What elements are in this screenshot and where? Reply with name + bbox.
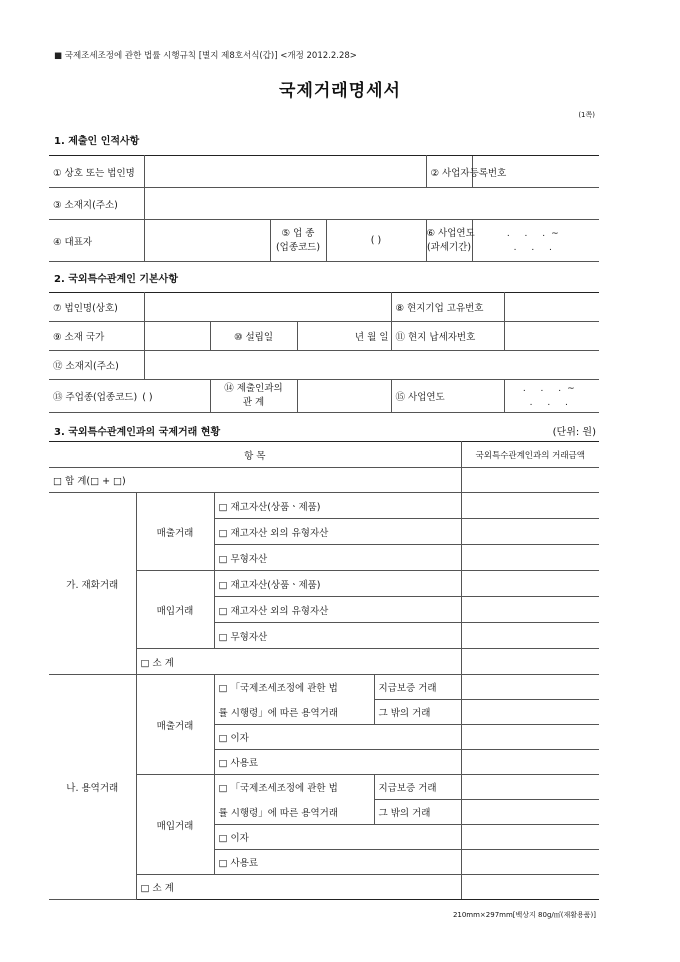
industry-code-field[interactable]: ( ) (326, 220, 426, 262)
goods-sales-tangible-amount[interactable] (461, 519, 599, 545)
goods-purchase-inventory-amount[interactable] (461, 571, 599, 597)
paper-spec-footer: 210mm×297mm[백상지 80g/㎡(재활용품)] (452, 911, 596, 919)
representative-field[interactable] (144, 220, 270, 262)
relation-field[interactable] (297, 380, 391, 413)
company-name-label: ① 상호 또는 법인명 (49, 156, 144, 188)
address2-field[interactable] (144, 351, 599, 380)
industry-label: ⑤ 업 종 (281, 227, 315, 239)
address-label: ③ 소재지(주소) (49, 188, 144, 220)
services-label: 나. 용역거래 (49, 675, 136, 900)
goods-sales-label: 매출거래 (136, 493, 214, 571)
fiscal-year2-field[interactable] (504, 380, 599, 413)
services-purchase-label: 매입거래 (136, 775, 214, 875)
services-subtotal-label: □ 소 계 (136, 875, 461, 900)
section3-title: 3. 국외특수관계인과의 국제거래 현황 (54, 427, 221, 438)
total-label: □ 합 계(□ + □) (49, 468, 461, 493)
fiscal-year2-label: ⑮ 사업연도 (391, 380, 504, 413)
goods-purchase-inventory: □ 재고자산(상품ㆍ제품) (214, 571, 461, 597)
goods-purchase-label: 매입거래 (136, 571, 214, 649)
services-purchase-interest-amount[interactable] (461, 825, 599, 850)
services-sales-royalty: □ 사용료 (214, 750, 461, 775)
services-purchase-guarantee: 지급보증 거래 (374, 775, 461, 800)
services-purchase-royalty: □ 사용료 (214, 850, 461, 875)
services-sales-guarantee: 지급보증 거래 (374, 675, 461, 700)
address2-label: ⑫ 소재지(주소) (49, 351, 144, 380)
local-id-field[interactable] (504, 293, 599, 322)
local-tax-no-field[interactable] (504, 322, 599, 351)
country-label: ⑨ 소재 국가 (49, 322, 144, 351)
section2-title: 2. 국외특수관계인 기본사항 (54, 274, 178, 285)
services-purchase-svc-line2: 률 시행령」에 따른 용역거래 (214, 800, 374, 825)
fiscal-year-label: ⑥ 사업연도 (426, 227, 475, 239)
page-indicator: (1쪽) (578, 111, 595, 119)
services-sales-guarantee-amount[interactable] (461, 675, 599, 700)
representative-label: ④ 대표자 (49, 220, 144, 262)
tax-period-label: (과세기간) (426, 241, 472, 253)
goods-label: 가. 재화거래 (49, 493, 136, 675)
page-title: 국제거래명세서 (279, 81, 401, 101)
fiscal-year-end: . . . (513, 242, 558, 253)
address-field[interactable] (144, 188, 599, 220)
services-purchase-other: 그 밖의 거래 (374, 800, 461, 825)
goods-purchase-tangible-amount[interactable] (461, 597, 599, 623)
country-field[interactable] (144, 322, 210, 351)
services-sales-svc-line1: □ 「국제조세조정에 관한 법 (214, 675, 374, 700)
goods-subtotal-label: □ 소 계 (136, 649, 461, 675)
fiscal-year-field[interactable] (472, 220, 599, 262)
corp-name-field[interactable] (144, 293, 391, 322)
total-amount-field[interactable] (461, 468, 599, 493)
section2-table (49, 292, 599, 413)
services-purchase-svc-line1: □ 「국제조세조정에 관한 법 (214, 775, 374, 800)
main-industry-code-field[interactable]: ( ) (142, 392, 153, 403)
services-sales-royalty-amount[interactable] (461, 750, 599, 775)
relation-label-2: 관 계 (242, 397, 265, 408)
goods-purchase-tangible: □ 재고자산 외의 유형자산 (214, 597, 461, 623)
services-sales-label: 매출거래 (136, 675, 214, 775)
goods-sales-intangible-amount[interactable] (461, 545, 599, 571)
local-id-label: ⑧ 현지기업 고유번호 (391, 293, 504, 322)
services-purchase-interest: □ 이자 (214, 825, 461, 850)
unit-label: (단위: 원) (552, 427, 596, 438)
services-sales-svc-line2: 률 시행령」에 따른 용역거래 (214, 700, 374, 725)
fiscal-year2-end: . . . (529, 398, 574, 408)
local-tax-no-label: ⑪ 현지 납세자번호 (391, 322, 504, 351)
goods-subtotal-amount[interactable] (461, 649, 599, 675)
col-item-header: 항 목 (49, 442, 461, 468)
goods-sales-inventory: □ 재고자산(상품ㆍ제품) (214, 493, 461, 519)
goods-purchase-intangible-amount[interactable] (461, 623, 599, 649)
goods-purchase-intangible: □ 무형자산 (214, 623, 461, 649)
form-reference: ■ 국제조세조정에 관한 법률 시행규칙 [별지 제8호서식(갑)] <개정 2012.2.28> (54, 51, 357, 61)
services-sales-other: 그 밖의 거래 (374, 700, 461, 725)
section1-title: 1. 제출인 인적사항 (54, 136, 140, 147)
established-field[interactable]: 년 월 일 (297, 322, 391, 351)
services-sales-other-amount[interactable] (461, 700, 599, 725)
biz-reg-no-label: ② 사업자등록번호 (426, 156, 472, 188)
services-sales-interest: □ 이자 (214, 725, 461, 750)
services-purchase-other-amount[interactable] (461, 800, 599, 825)
established-label: ⑩ 설립일 (210, 322, 297, 351)
services-purchase-guarantee-amount[interactable] (461, 775, 599, 800)
services-sales-interest-amount[interactable] (461, 725, 599, 750)
fiscal-year-start: . . .~ (506, 228, 565, 239)
company-name-field[interactable] (144, 156, 426, 188)
goods-sales-intangible: □ 무형자산 (214, 545, 461, 571)
section1-table (49, 155, 599, 262)
industry-code-label: (업종코드) (275, 241, 321, 253)
goods-sales-inventory-amount[interactable] (461, 493, 599, 519)
services-purchase-royalty-amount[interactable] (461, 850, 599, 875)
main-industry-label: ⑬ 주업종(업종코드) (53, 392, 138, 403)
col-amount-header: 국외특수관계인과의 거래금액 (461, 442, 599, 468)
section3-table (49, 441, 599, 900)
services-subtotal-amount[interactable] (461, 875, 599, 900)
corp-name-label: ⑦ 법인명(상호) (49, 293, 144, 322)
relation-label: ⑭ 제출인과의 (224, 383, 283, 394)
goods-sales-tangible: □ 재고자산 외의 유형자산 (214, 519, 461, 545)
fiscal-year2-start: . . .~ (522, 384, 581, 394)
